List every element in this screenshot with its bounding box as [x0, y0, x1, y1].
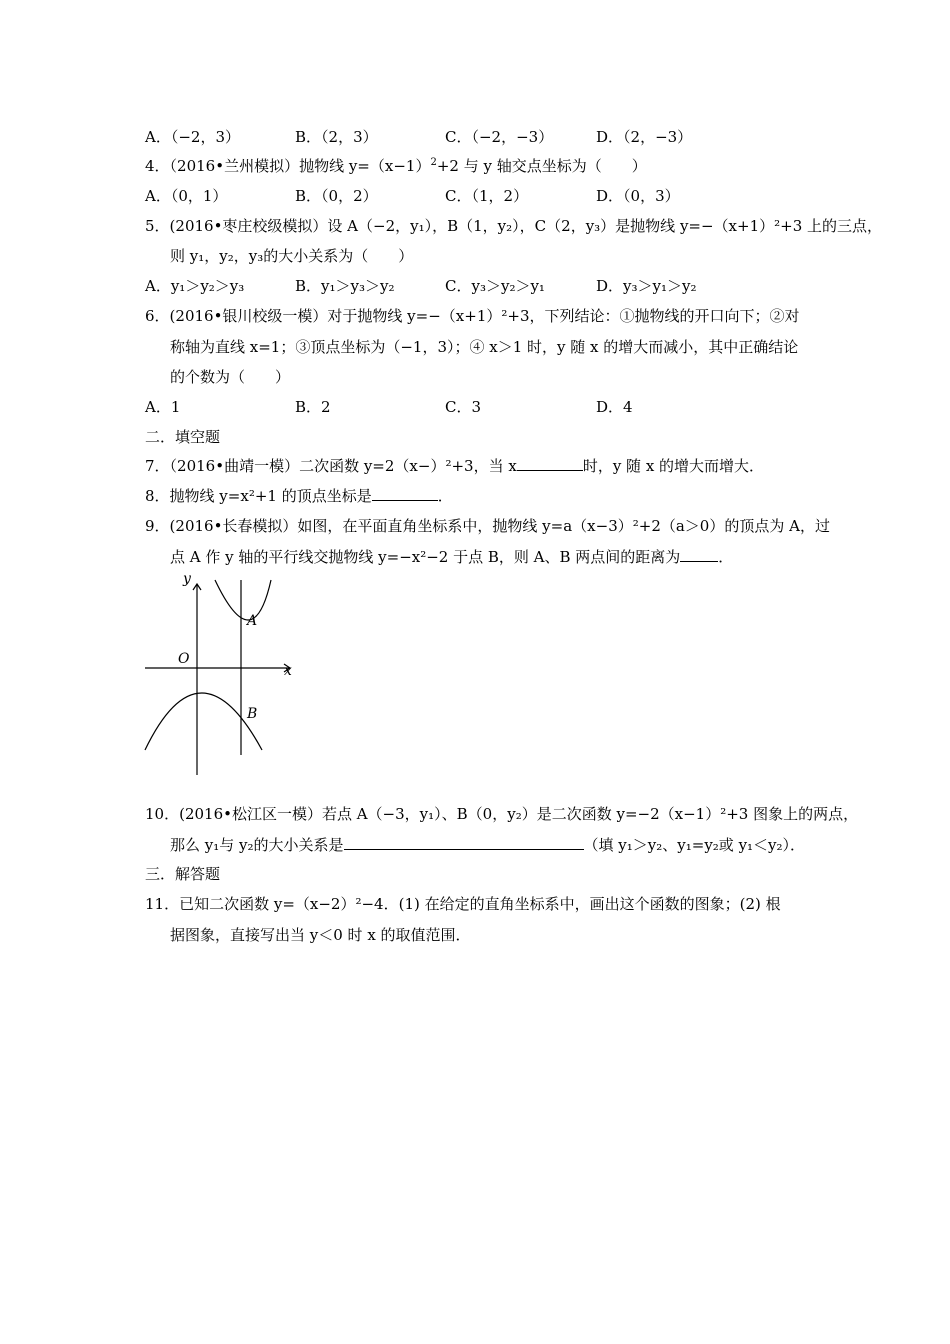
q5-option-c: C．y₃＞y₂＞y₁: [445, 277, 545, 295]
q10-answer-blank[interactable]: [344, 835, 584, 850]
q4-stem-sup: 2: [430, 157, 437, 168]
q7-post: 时，y 随 x 的增大而增大．: [582, 457, 765, 475]
q4-stem-post: +2 与 y 轴交点坐标为（ ）: [436, 157, 647, 175]
q9-line-2: [170, 547, 733, 567]
q8: [145, 486, 453, 506]
q5-line-1: 5．(2016•枣庄校级模拟）设 A（−2，y₁），B（1，y₂），C（2，y₃）是抛物线 y=−（x+1）²+3 上的三点，: [145, 217, 883, 235]
q6-option-b: B．2: [295, 398, 331, 416]
q11-line-2: 据图象，直接写出当 y＜0 时 x 的取值范围．: [170, 926, 471, 944]
q9-figure: [140, 570, 310, 780]
lower-parabola: [145, 693, 262, 750]
q6-line-2: 称轴为直线 x=1；③顶点坐标为（−1，3）；④ x＞1 时，y 随 x 的增大而减小，其中正确结论: [170, 338, 799, 356]
section-answer-heading: 三．解答题: [145, 865, 221, 883]
q7-answer-blank[interactable]: [517, 456, 583, 471]
point-b-label: B: [247, 706, 258, 722]
origin-label: O: [178, 651, 190, 667]
q11-line-1: 11．已知二次函数 y=（x−2）²−4．(1) 在给定的直角坐标系中，画出这个函数的图象；(2) 根: [145, 895, 781, 913]
q3-option-a: A．（−2，3）: [145, 128, 240, 146]
q4-options: [145, 186, 845, 206]
q5-options: [145, 276, 845, 296]
q10-line-1: 10．(2016•松江区一模）若点 A（−3，y₁）、B（0，y₂）是二次函数 y=−2（x−1）²+3 图象上的两点，: [145, 805, 859, 823]
q9-answer-blank[interactable]: [680, 547, 718, 562]
q7: [145, 456, 764, 476]
q3-option-d: D．（2，−3）: [596, 128, 693, 146]
x-axis-label: x: [284, 663, 292, 679]
q6-option-a: A．1: [145, 398, 181, 416]
q10-line-2: [170, 835, 805, 855]
q8-post: ．: [437, 487, 453, 505]
q4-option-b: B．（0，2）: [295, 187, 378, 205]
q6-option-d: D．4: [596, 398, 633, 416]
q9-line-1: 9．(2016•长春模拟）如图，在平面直角坐标系中，抛物线 y=a（x−3）²+2（a＞0）的顶点为 A，过: [145, 517, 830, 535]
q6-options: [145, 397, 845, 417]
q4-option-a: A．（0，1）: [145, 187, 228, 205]
q3-option-c: C．（−2，−3）: [445, 128, 554, 146]
q5-option-b: B．y₁＞y₃＞y₂: [295, 277, 395, 295]
q5-option-d: D．y₃＞y₁＞y₂: [596, 277, 697, 295]
section-fill-in-heading: 二．填空题: [145, 428, 221, 446]
q10-line-2-post: （填 y₁＞y₂、y₁=y₂或 y₁＜y₂）．: [583, 836, 806, 854]
upper-parabola: [215, 580, 271, 620]
q6-option-c: C．3: [445, 398, 482, 416]
q4-option-d: D．（0，3）: [596, 187, 680, 205]
q5-option-a: A．y₁＞y₂＞y₃: [145, 277, 245, 295]
q4-option-c: C．（1，2）: [445, 187, 529, 205]
q9-figure-svg: [140, 570, 310, 780]
q6-line-1: 6．(2016•银川校级一模）对于抛物线 y=−（x+1）²+3，下列结论：①抛物线的开口向下；②对: [145, 307, 800, 325]
q5-line-2: 则 y₁，y₂，y₃的大小关系为（ ）: [170, 247, 414, 265]
q3-options: [145, 127, 845, 147]
q6-line-3: 的个数为（ ）: [170, 368, 291, 386]
q4-stem: [145, 156, 647, 176]
q7-pre: 7．（2016•曲靖一模）二次函数 y=2（x−）²+3，当 x: [145, 457, 517, 475]
q8-pre: 8．抛物线 y=x²+1 的顶点坐标是: [145, 487, 372, 505]
q4-stem-pre: 4．（2016•兰州模拟）抛物线 y=（x−1）: [145, 157, 431, 175]
y-axis-label: y: [183, 571, 191, 587]
q10-line-2-pre: 那么 y₁与 y₂的大小关系是: [170, 836, 344, 854]
q9-line-2-pre: 点 A 作 y 轴的平行线交抛物线 y=−x²−2 于点 B，则 A、B 两点间的距离为: [170, 548, 681, 566]
q8-answer-blank[interactable]: [372, 486, 438, 501]
point-a-label: A: [247, 613, 258, 629]
q3-option-b: B．（2，3）: [295, 128, 378, 146]
q9-line-2-post: ．: [718, 548, 734, 566]
